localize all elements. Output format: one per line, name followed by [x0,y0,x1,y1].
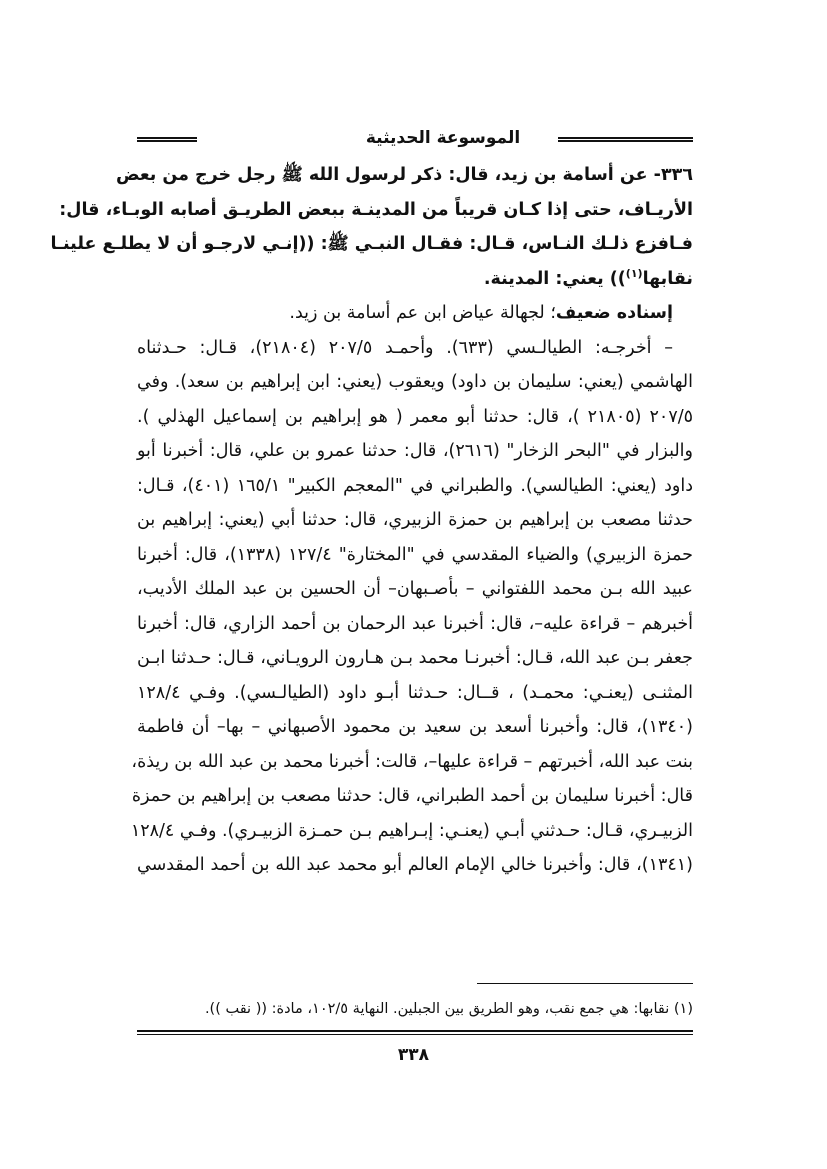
takhrij-paragraph [130,331,694,883]
footer-rule [137,1030,693,1035]
takhrij-line: بنت عبد الله، أخبرتهم – قراءة عليها–، قالت: أخبرنا محمد بن عبد الله بن ريذة، [131,751,693,772]
header-rule-left [137,137,197,142]
takhrij-line: جعفر بـن عبد الله، قـال: أخبرنـا محمد بـن هـارون الرويـاني، قـال: حـدثنا ابـن [137,648,693,668]
takhrij-line: حدثنا مصعب بن إبراهيم بن حمزة الزبيري، قال: حدثنا أبي (يعني: إبراهيم بن [137,510,693,530]
takhrij-line: (١٣٤١)، قال: وأخبرنا خالي الإمام العالم أبو محمد عبد الله بن أحمد المقدسي [137,855,693,875]
grading-paragraph [137,296,693,331]
takhrij-line: (١٣٤٠)، قال: وأخبرنا أسعد بن سعيد بن محمود الأصبهاني – بها– أن فاطمة [137,717,693,737]
takhrij-line: داود (يعني: الطيالسي). والطبراني في "المعجم الكبير" ١٦٥/١ (٤٠١)، قـال: [137,475,693,496]
takhrij-line: الزبيـري، قـال: حـدثني أبـي (يعنـي: إبـراهيم بـن حمـزة الزبيـري). وفـي ١٢٨/٤ [130,820,693,841]
takhrij-line: والبزار في "البحر الزخار" (٢٦١٦)، قال: حدثنا عمرو بن علي، قال: أخبرنا أبو [137,441,693,461]
page-number: ٣٣٨ [397,1045,430,1065]
hadith-text [50,158,693,296]
takhrij-line: حمزة الزبيري) والضياء المقدسي في "المختارة" ١٢٧/٤ (١٣٣٨)، قال: أخبرنا [137,544,693,565]
takhrij-line: المثنـى (يعنـي: محمـد) ، قــال: حـدثنا أبـو داود (الطيالـسي). وفـي ١٢٨/٤ [137,682,693,703]
hadith-line: ٣٣٦- عن أسامة بن زيد، قال: ذكر لرسول الله ﷺ رجل خرج من بعض [115,165,693,185]
takhrij-line: الهاشمي (يعني: سليمان بن داود) ويعقوب (يعني: ابن إبراهيم بن سعد). وفي [137,372,693,392]
hadith-line: الأريـاف، حتى إذا كـان قريباً من المدينـة ببعض الطريـق أصابه الوبـاء، قال: [59,199,693,220]
takhrij-line: قال: أخبرنا سليمان بن أحمد الطبراني، قال: حدثنا مصعب بن إبراهيم بن حمزة [131,786,693,806]
hadith-line-last [137,262,693,297]
main-text [50,158,694,883]
takhrij-line: ٢٠٧/٥ (٢١٨٠٥ )، قال: حدثنا أبو معمر ( هو إبراهيم بن إسماعيل الهذلي ). [137,406,694,427]
footnote: (١) نقابها: هي جمع نقب، وهو الطريق بين الجبلين. النهاية ١٠٢/٥، مادة: (( نقب )). [204,1001,693,1017]
grading-text: ؛ لجهالة عياض ابن عم أسامة بن زيد. [289,303,556,323]
footnote-reference[interactable]: (١) [625,266,643,280]
header-rule-right [558,137,693,142]
hadith-line: نقابها [642,268,693,289]
takhrij-line: أخبرهم – قراءة عليه–، قال: أخبرنا عبد الرحمان بن أحمد الزاري، قال: أخبرنا [137,613,693,634]
grading-label: إسناده ضعيف [555,303,673,323]
takhrij-line: – أخرجـه: الطيالـسي (٦٣٣). وأحمـد ٢٠٧/٥ (٢١٨٠٤)، قـال: حـدثناه [137,337,673,358]
header-title: الموسوعة الحديثية [365,128,521,148]
footnote-separator [477,983,693,984]
hadith-line-tail: )) يعني: المدينة. [483,268,626,289]
running-header [137,124,693,152]
takhrij-line: عبيد الله بـن محمد اللفتواني – بأصـبهان– أن الحسين بن عبد الملك الأديب، [137,579,693,599]
grading-line [137,296,693,331]
hadith-line: فـافزع ذلـك النـاس، قـال: فقـال النبـي ﷺ: ((إنـي لارجـو أن لا يطلـع علينـا [50,234,693,254]
